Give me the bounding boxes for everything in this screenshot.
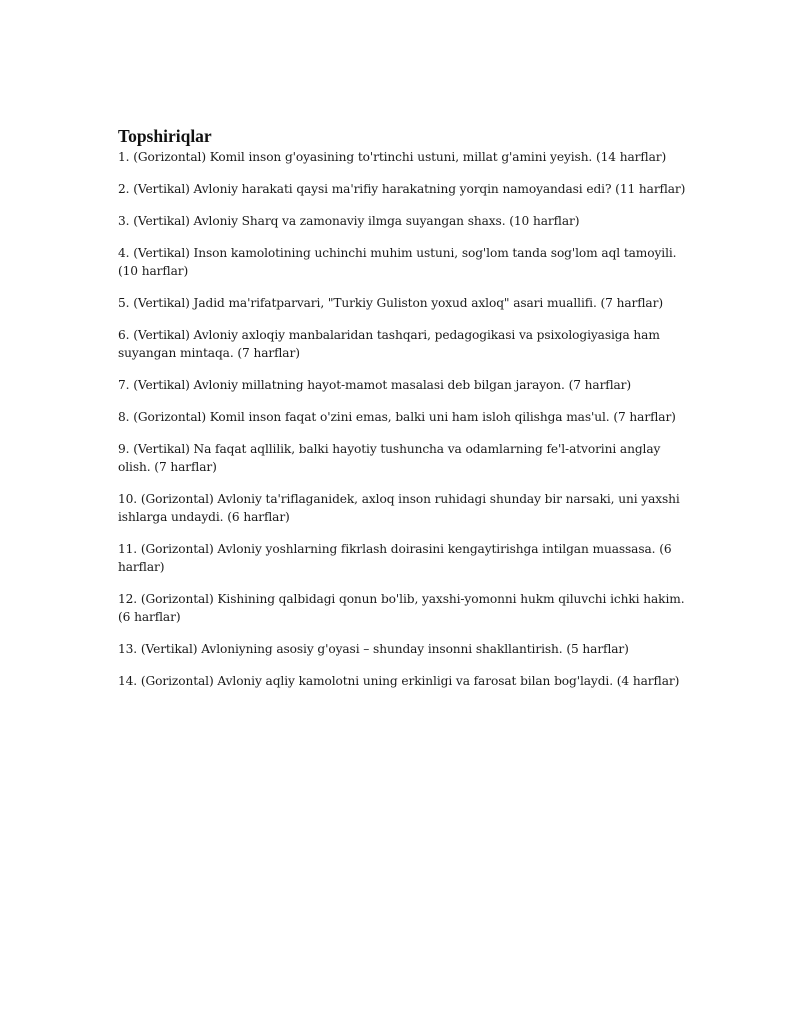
task-item-4: 4. (Vertikal) Inson kamolotining uchinchi muhim ustuni, sog'lom tanda sog'lom aql tamoyili. (10 harflar): [118, 246, 677, 278]
task-item-5: 5. (Vertikal) Jadid ma'rifatparvari, "Turkiy Guliston yoxud axloq" asari muallifi. (7 harflar): [118, 296, 663, 310]
page-title: Topshiriqlar: [118, 126, 212, 146]
task-item-13: 13. (Vertikal) Avloniyning asosiy g'oyasi – shunday insonni shakllantirish. (5 harflar): [118, 642, 629, 656]
task-item-9: 9. (Vertikal) Na faqat aqllilik, balki hayotiy tushuncha va odamlarning fe'l-atvorini anglay olish. (7 harflar): [118, 442, 661, 474]
task-item-1: 1. (Gorizontal) Komil inson g'oyasining to'rtinchi ustuni, millat g'amini yeyish. (14 harflar): [118, 150, 667, 164]
task-item-3: 3. (Vertikal) Avloniy Sharq va zamonaviy ilmga suyangan shaxs. (10 harflar): [118, 214, 580, 228]
task-item-2: 2. (Vertikal) Avloniy harakati qaysi ma'rifiy harakatning yorqin namoyandasi edi? (11 harflar): [118, 182, 686, 196]
task-item-12: 12. (Gorizontal) Kishining qalbidagi qonun bo'lib, yaxshi-yomonni hukm qiluvchi ichki hakim. (6 harflar): [118, 592, 685, 624]
task-list: [118, 148, 693, 690]
task-item-10: 10. (Gorizontal) Avloniy ta'riflaganidek, axloq inson ruhidagi shunday bir narsaki, uni yaxshi ishlarga undaydi. (6 harflar): [118, 492, 680, 524]
task-item-6: 6. (Vertikal) Avloniy axloqiy manbalaridan tashqari, pedagogikasi va psixologiyasiga ham suyangan mintaqa. (7 harflar): [118, 328, 660, 360]
task-item-11: 11. (Gorizontal) Avloniy yoshlarning fikrlash doirasini kengaytirishga intilgan muassasa. (6 harflar): [118, 542, 672, 574]
task-item-8: 8. (Gorizontal) Komil inson faqat o'zini emas, balki uni ham isloh qilishga mas'ul. (7 harflar): [118, 410, 676, 424]
task-item-14: 14. (Gorizontal) Avloniy aqliy kamolotni uning erkinligi va farosat bilan bog'laydi. (4 harflar): [118, 674, 680, 688]
document-page: [118, 126, 693, 704]
task-item-7: 7. (Vertikal) Avloniy millatning hayot-mamot masalasi deb bilgan jarayon. (7 harflar): [118, 378, 632, 392]
